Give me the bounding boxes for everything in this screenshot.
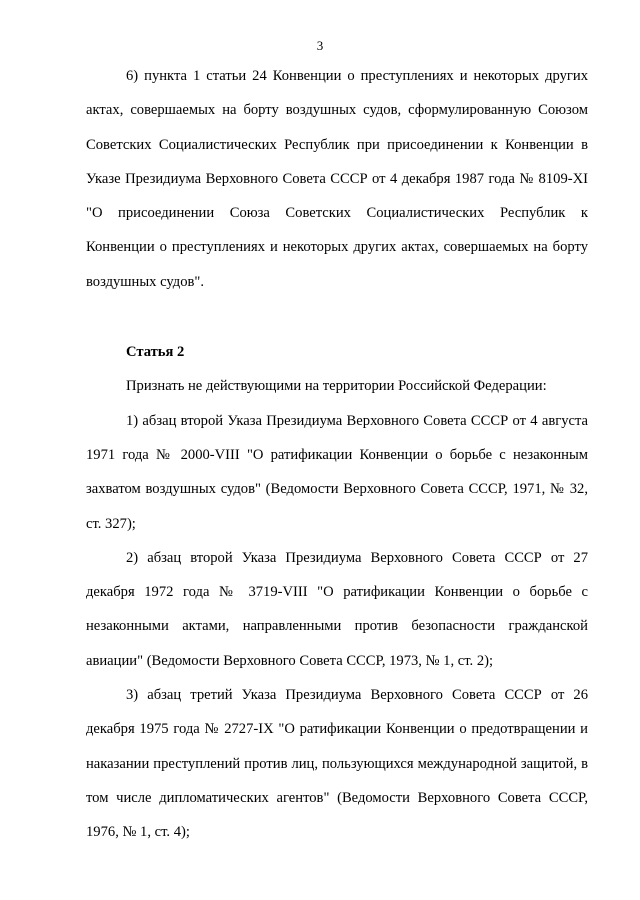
- page-number: 3: [316, 38, 324, 53]
- article-item-2: 2) абзац второй Указа Президиума Верховного Совета СССР от 27 декабря 1972 года № 3719-VIII "О ратификации Конвенции о борьбе с незаконными актами, направленными против безопасности гражданской авиации" (Ведомости Верховного Совета СССР, 1973, № 1, ст. 2);: [86, 549, 588, 669]
- document-body: [86, 59, 588, 850]
- article-item-3: 3) абзац третий Указа Президиума Верховного Совета СССР от 26 декабря 1975 года № 2727-IX "О ратификации Конвенции о предотвращении и наказании преступлений против лиц, пользующихся международной защитой, в том числе дипломатических агентов" (Ведомости Верховного Совета СССР, 1976, № 1, ст. 4);: [86, 687, 588, 841]
- paragraph-item-6: 6) пункта 1 статьи 24 Конвенции о преступлениях и некоторых других актах, совершаемых на борту воздушных судов, сформулированную Союзом Советских Социалистических Республик при присоединении к Конвенции в Указе Президиума Верховного Совета СССР от 4 декабря 1987 года № 8109-XI "О присоединении Союза Советских Социалистических Республик к Конвенции о преступлениях и некоторых других актах, совершаемых на борту воздушных судов".: [86, 68, 588, 290]
- article-item-1: 1) абзац второй Указа Президиума Верховного Совета СССР от 4 августа 1971 года № 2000-VIII "О ратификации Конвенции о борьбе с незаконным захватом воздушных судов" (Ведомости Верховного Совета СССР, 1971, № 32, ст. 327);: [86, 412, 588, 532]
- article-intro: Признать не действующими на территории Российской Федерации:: [126, 378, 547, 395]
- article-heading: Статья 2: [126, 344, 185, 361]
